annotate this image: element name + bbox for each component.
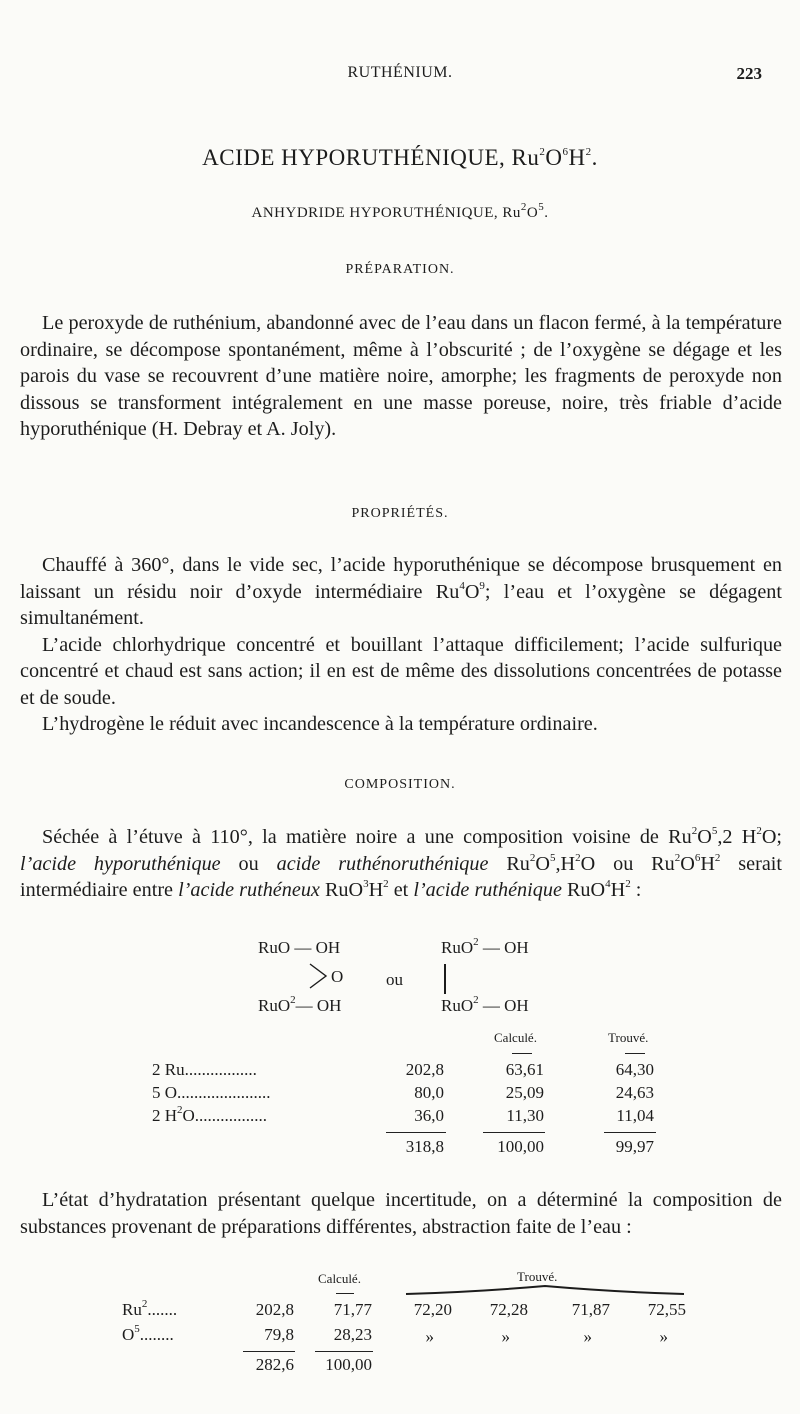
table2-tick-calc [336, 1293, 354, 1294]
table2-row-found: 72,28 [489, 1300, 528, 1319]
preparation-paragraph: Le peroxyde de ruthénium, abandonné avec de l’eau dans un flacon fermé, à la température ordinaire, se décompose spontanément, même à l’obscurité ; de l’oxygène se dégage et les parois du vase se recouvrent d’une matière noire, amorphe; les fragments de peroxyde non dissous se transforment intégralement en une masse poreuse, noire, très friable d’acide hyporuthénique (H. Debray et A. Joly). [20, 312, 782, 440]
section-heading-preparation: PRÉPARATION. [345, 262, 455, 277]
table2-row-mass: 79,8 [264, 1325, 294, 1344]
table2-header-calcule: Calculé. [318, 1271, 361, 1286]
table2-row-label: Ru$^2$....... [122, 1298, 178, 1319]
table2-row-label: $O^5$........ [122, 1323, 174, 1344]
table1-header-calcule: Calculé. [494, 1030, 537, 1045]
sub-title: ANHYDRIDE HYPORUTHÉNIQUE, $Ru^2O^5$. [251, 201, 549, 221]
formula-left-top: RuO — OH [258, 938, 341, 957]
formula-right-bottom: RuO$^2$ — OH [441, 994, 529, 1015]
table2-sum-line-calc [315, 1351, 373, 1352]
table1-row-found: 24,63 [615, 1083, 654, 1102]
table2-total-mass: 282,6 [255, 1355, 294, 1374]
table1-row-label: 5 O...................... [152, 1083, 271, 1102]
table2-header-trouve: Trouvé. [517, 1269, 558, 1284]
proprietes-p1: Chauffé à 360°, dans le vide sec, l’acide hyporuthénique se décompose brusquement en laissant un résidu noir d’oxyde intermédiaire $Ru^4O^9$; l’eau et l’oxygène se dégagent simultanément. [20, 554, 782, 629]
formula-right-top: RuO$^2$ — OH [441, 936, 529, 957]
table2-row-found: 71,87 [571, 1300, 610, 1319]
proprietes-paragraphs [20, 552, 782, 738]
table2-row-calc: 28,23 [333, 1325, 372, 1344]
table1-row-label: 2 $H^2O$................. [152, 1104, 268, 1125]
table1-row-calc: 63,61 [505, 1060, 544, 1079]
formula-bracket-icon [308, 962, 330, 990]
table1-row-mass: 202,8 [405, 1060, 444, 1079]
table2-row-found: 72,55 [647, 1300, 686, 1319]
table2-sum-line-mass [243, 1351, 295, 1352]
table1-sum-line-mass [386, 1132, 446, 1133]
formula-or: ou [386, 970, 403, 989]
table2-row-found: » [583, 1327, 592, 1346]
table1-sum-line-calc [483, 1132, 545, 1133]
table1-row-mass: 80,0 [414, 1083, 444, 1102]
table2-total-calc: 100,00 [325, 1355, 372, 1374]
table2-row-found: » [501, 1327, 510, 1346]
table1-sum-line-found [604, 1132, 656, 1133]
table1-row-found: 11,04 [616, 1106, 654, 1125]
proprietes-p3: L’hydrogène le réduit avec incandescence à la température ordinaire. [42, 713, 598, 735]
table1-row-mass: 36,0 [414, 1106, 444, 1125]
table1-row-calc: 25,09 [505, 1083, 544, 1102]
table1-row-found: 64,30 [615, 1060, 654, 1079]
formula-left-bottom: RuO$^2$— OH [258, 994, 342, 1015]
table2-row-found: 72,20 [413, 1300, 452, 1319]
section-heading-composition: COMPOSITION. [344, 777, 456, 792]
section-heading-proprietes: PROPRIÉTÉS. [351, 506, 449, 521]
table1-total-calc: 100,00 [497, 1137, 544, 1156]
table2-trouve-brace [405, 1284, 685, 1296]
table1-row-label: 2 Ru................. [152, 1060, 257, 1079]
formula-bond-line [444, 964, 446, 994]
table1-total-found: 99,97 [615, 1137, 654, 1156]
table1-tick-calc [512, 1053, 532, 1054]
final-paragraph: L’état d’hydratation présentant quelque incertitude, on a déterminé la composition de substances provenant de préparations différentes, abstraction faite de l’eau : [20, 1189, 782, 1238]
formula-left-oxygen: O [331, 967, 344, 986]
main-title: ACIDE HYPORUTHÉNIQUE, $Ru^2O^6H^2$. [202, 145, 598, 170]
table1-total-mass: 318,8 [405, 1137, 444, 1156]
composition-paragraph: Séchée à l’étuve à 110°, la matière noire a une composition voisine de $Ru^2O^5,2$ $H^2O$; l’acide hyporuthénique ou acide ruthénoruthénique $Ru^2O^5,H^2O$ ou $Ru^2O^6H^2$ serait intermédiaire entre l’acide ruthéneux $RuO^3H^2$ et l’acide ruthénique $RuO^4H^2$ : [20, 825, 783, 901]
page-number: 223 [736, 64, 762, 83]
table1-tick-found [625, 1053, 645, 1054]
running-title: RUTHÉNIUM. [347, 64, 453, 81]
table2-row-calc: 71,77 [333, 1300, 372, 1319]
table2-row-mass: 202,8 [255, 1300, 294, 1319]
proprietes-p2: L’acide chlorhydrique concentré et bouillant l’attaque difficilement; l’acide sulfurique concentré et chaud est sans action; il en est de même des dissolutions concentrées de potasse et de soude. [20, 633, 782, 709]
table2-row-found: » [425, 1327, 434, 1346]
table2-row-found: » [659, 1327, 668, 1346]
table1-header-trouve: Trouvé. [608, 1030, 649, 1045]
table1-row-calc: 11,30 [506, 1106, 544, 1125]
